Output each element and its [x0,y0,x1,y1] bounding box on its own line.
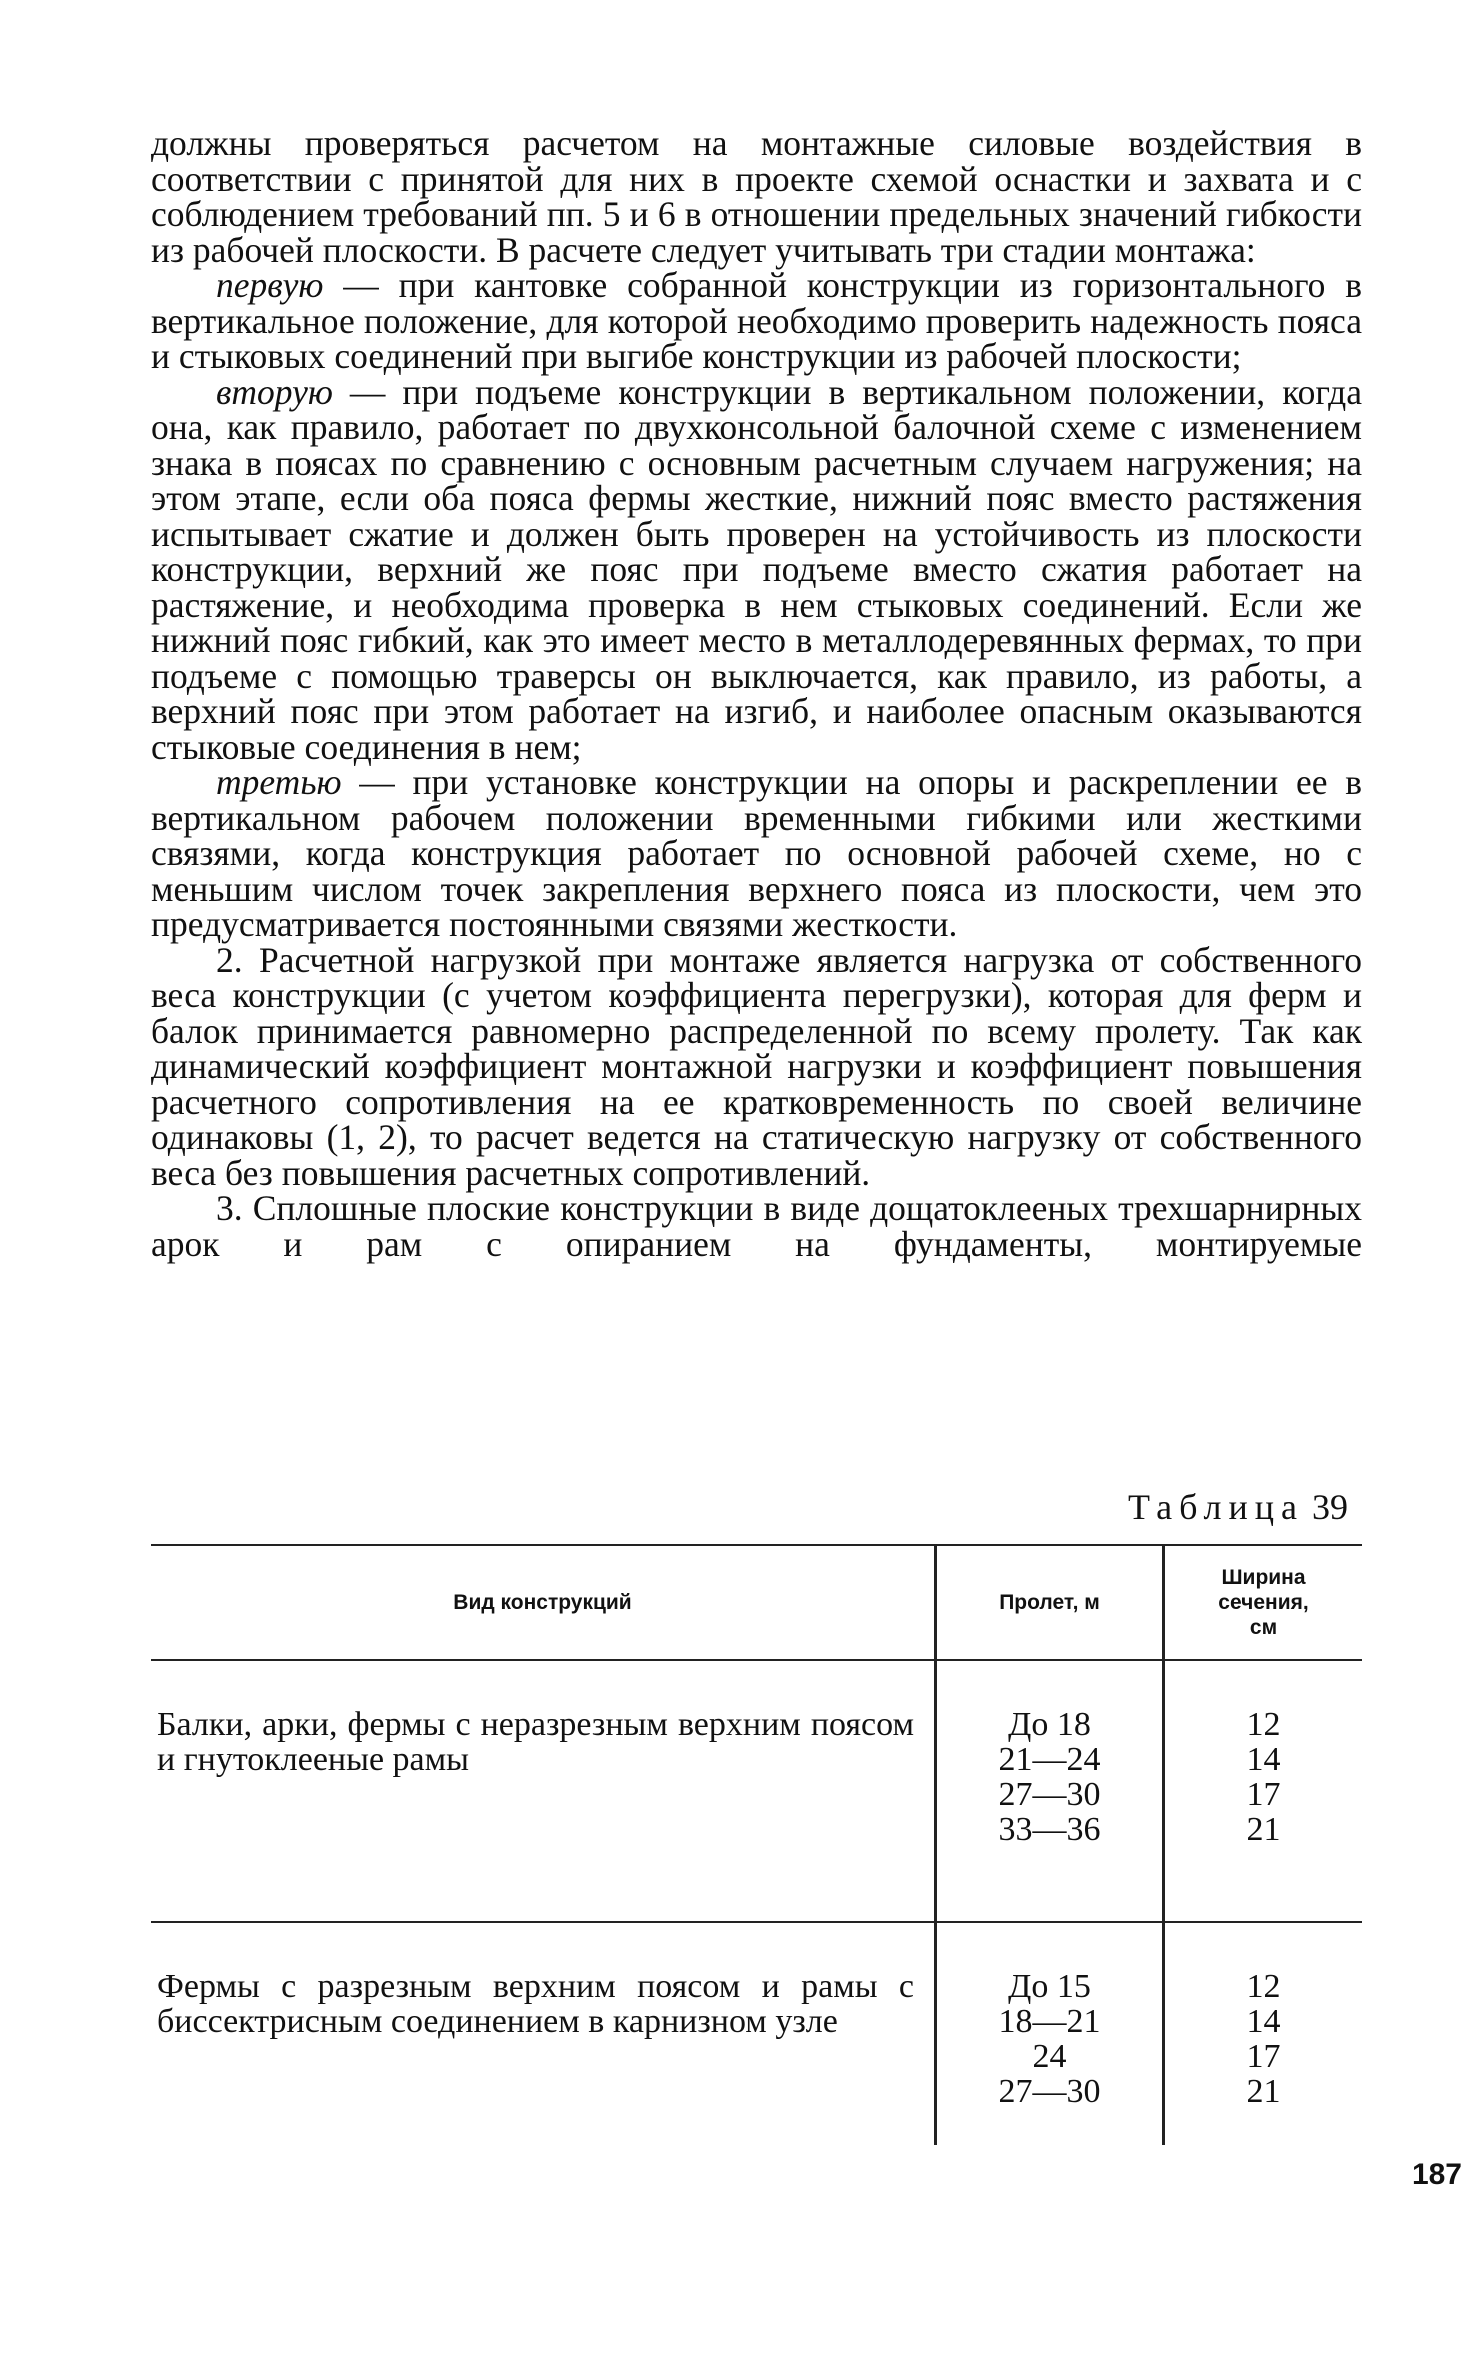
stage-1-term: первую [216,265,324,305]
table-caption-word: Таблица [1128,1487,1304,1527]
table-row [151,1922,1362,2145]
row-2-width-4: 21 [1246,2073,1281,2110]
paragraph-item-3: 3. Сплошные плоские конструкции в виде дощатоклееных трехшарнирных арок и рам с опиранием на фундаменты, монтируемые [151,1188,1362,1264]
paragraph-stage-1 [151,265,1362,376]
table-row [151,1660,1362,1922]
row-2-spans [936,1922,1164,2145]
header-width-line-3: см [1249,1616,1278,1639]
row-2-span-2: 18—21 [998,2003,1101,2040]
stage-3-term: третью [216,762,342,802]
row-2-width-1: 12 [1246,1968,1281,2005]
row-1-width-1: 12 [1246,1706,1281,1743]
row-2-span-1: До 15 [1008,1968,1091,2005]
row-1-spans [936,1660,1164,1922]
row-2-width-2: 14 [1246,2003,1281,2040]
row-2-type: Фермы с разрезным верхним поясом и рамы с биссектрисным соединением в карнизном узле [157,1968,914,2040]
table-header-row [151,1545,1362,1660]
paragraph-stage-3 [151,762,1362,944]
page-number: 187 [1411,2158,1462,2191]
stage-2-term: вторую [216,371,333,412]
paragraph-stage-2 [151,371,1362,767]
row-2-span-3: 24 [1032,2038,1067,2075]
header-type: Вид конструкций [151,1545,936,1660]
row-1-type: Балки, арки, фермы с неразрезным верхним поясом и гнутоклееные рамы [151,1660,936,1922]
header-width [1164,1545,1363,1660]
stage-2-text: — при подъеме конструкции в вертикальном положении, когда она, как правило, работает по двухконсольной балочной схеме с изменением знака в поясах по сравнению с основным расчетным случаем нагружения; на этом этапе, если оба пояса фермы жесткие, нижний пояс вместо растяжения испытывает сжатие и должен быть проверен на устойчивость из плоскости конструкции, верхний же пояс при подъеме вместо сжатия работает на растяжение, и необходима проверка в нем стыковых соединений. Если же нижний пояс гибкий, как это имеет место в металлодеревянных фермах, то при подъеме с помощью траверсы он выключается, как правило, из работы, а верхний пояс при этом работает на изгиб, и наиболее опасным оказываются стыковые соединения в нем; [151,371,1362,767]
table-caption [1128,1486,1348,1528]
table-caption-number: 39 [1312,1487,1348,1527]
row-1-span-4: 33—36 [998,1811,1101,1848]
page [151,123,1362,2110]
row-2-span-4: 27—30 [998,2073,1101,2110]
paragraph-item-2: 2. Расчетной нагрузкой при монтаже является нагрузка от собственного веса конструкции (с учетом коэффициента перегрузки), которая для ферм и балок принимается равномерно распределенной по всему пролету. Так как динамический коэффициент монтажной нагрузки и коэффициент повышения расчетного сопротивления на ее кратковременность по своей величине одинаковы (1, 2), то расчет ведется на статическую нагрузку от собственного веса без повышения расчетных сопротивлений. [151,939,1362,1193]
row-1-width-3: 17 [1246,1776,1281,1813]
paragraph-intro: должны проверяться расчетом на монтажные силовые воздействия в соответствии с принятой для них в проекте схемой оснастки и захвата и с соблюдением требований пп. 5 и 6 в отношении предельных значений гибкости из рабочей плоскости. В расчете следует учитывать три стадии монтажа: [151,123,1362,270]
row-2-widths [1164,1922,1363,2145]
stage-3-text: — при установке конструкции на опоры и раскреплении ее в вертикальном рабочем положении временными гибкими или жесткими связями, когда конструкция работает по основной рабочей схеме, но с меньшим числом точек закрепления верхнего пояса из плоскости, чем это предусматривается постоянными связями жесткости. [151,762,1362,944]
header-span: Пролет, м [936,1545,1164,1660]
header-width-line-2: сечения, [1218,1591,1309,1614]
row-2-width-3: 17 [1246,2038,1281,2075]
row-1-widths [1164,1660,1363,1922]
row-1-span-1: До 18 [1008,1706,1091,1743]
table-39 [151,1544,1362,2145]
row-1-width-4: 21 [1246,1811,1281,1848]
row-1-span-2: 21—24 [998,1741,1101,1778]
row-1-span-3: 27—30 [998,1776,1101,1813]
header-width-line-1: Ширина [1221,1566,1306,1589]
stage-1-text: — при кантовке собранной конструкции из горизонтального в вертикальное положение, для которой необходимо проверить надежность пояса и стыковых соединений при выгибе конструкции из рабочей плоскости; [151,265,1362,376]
row-1-width-2: 14 [1246,1741,1281,1778]
